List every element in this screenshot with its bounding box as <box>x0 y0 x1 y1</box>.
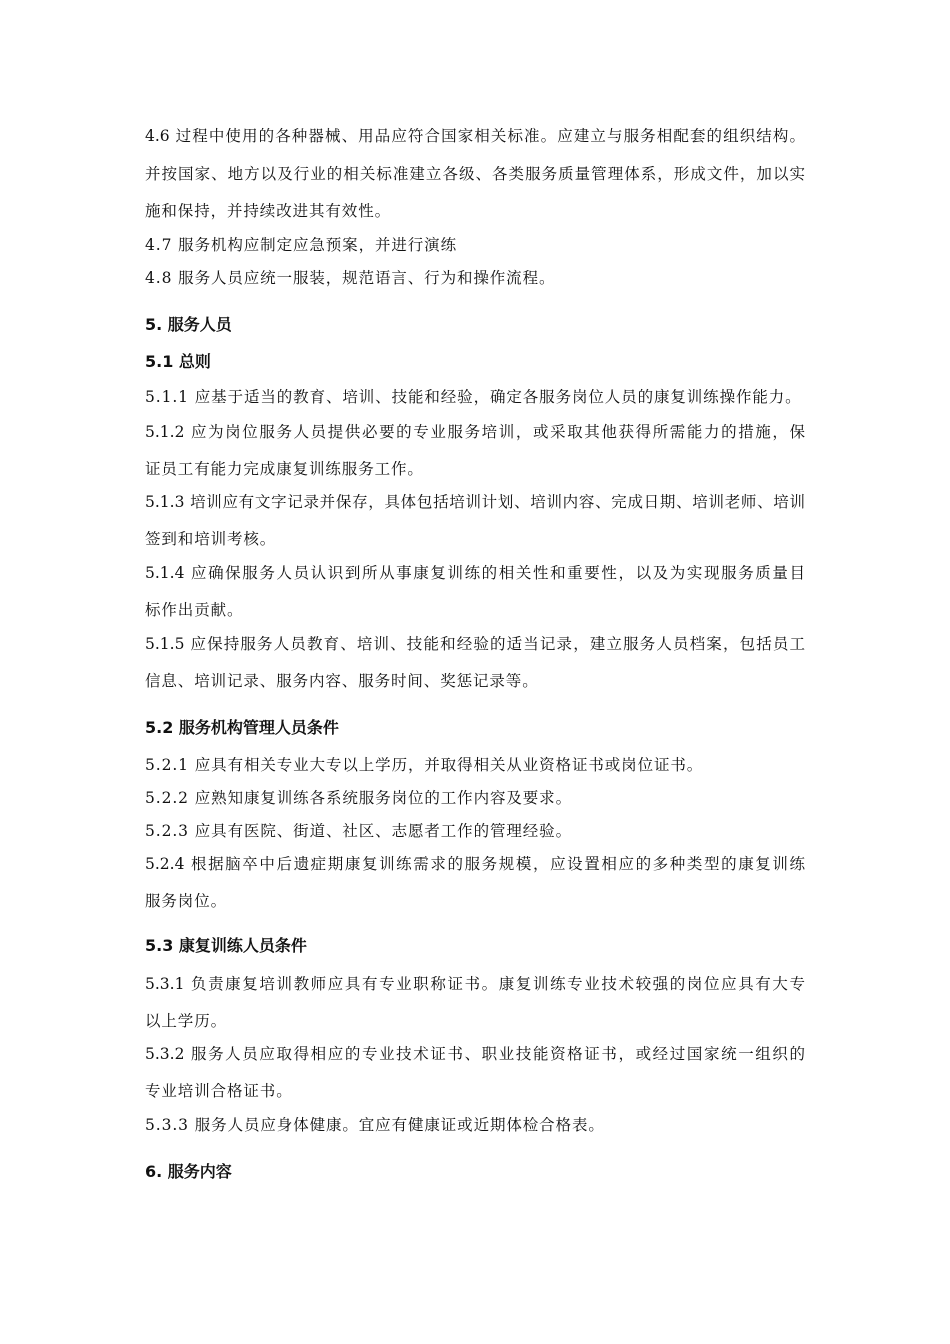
clause-5-1-3-line2: 签到和培训考核。 <box>145 530 277 548</box>
clause-4-8: 4.8 服务人员应统一服装，规范语言、行为和操作流程。 <box>145 269 556 287</box>
section-heading-6: 6. 服务内容 <box>145 1162 232 1181</box>
clause-5-1-5-line2: 信息、培训记录、服务内容、服务时间、奖惩记录等。 <box>145 672 539 690</box>
clause-5-2-3: 5.2.3 应具有医院、街道、社区、志愿者工作的管理经验。 <box>145 822 572 840</box>
clause-5-2-1: 5.2.1 应具有相关专业大专以上学历，并取得相关从业资格证书或岗位证书。 <box>145 756 704 774</box>
clause-5-3-1-line1: 5.3.1 负责康复培训教师应具有专业职称证书。康复训练专业技术较强的岗位应具有大专 <box>145 975 805 993</box>
clause-5-1-4-line2: 标作出贡献。 <box>145 601 244 619</box>
section-heading-5: 5. 服务人员 <box>145 315 232 334</box>
clause-5-1-2-line2: 证员工有能力完成康复训练服务工作。 <box>145 460 424 478</box>
clause-4-6-line1: 4.6 过程中使用的各种器械、用品应符合国家相关标准。应建立与服务相配套的组织结构。 <box>145 127 805 145</box>
clause-5-3-2-line2: 专业培训合格证书。 <box>145 1082 293 1100</box>
clause-5-2-4-line2: 服务岗位。 <box>145 892 228 910</box>
clause-4-6-line3: 施和保持，并持续改进其有效性。 <box>145 202 392 220</box>
clause-5-2-2: 5.2.2 应熟知康复训练各系统服务岗位的工作内容及要求。 <box>145 789 572 807</box>
clause-5-3-3: 5.3.3 服务人员应身体健康。宜应有健康证或近期体检合格表。 <box>145 1116 605 1134</box>
clause-5-1-2-line1: 5.1.2 应为岗位服务人员提供必要的专业服务培训，或采取其他获得所需能力的措施，保 <box>145 423 805 441</box>
clause-5-1-3-line1: 5.1.3 培训应有文字记录并保存，具体包括培训计划、培训内容、完成日期、培训老师、培训 <box>145 493 805 511</box>
clause-5-1-4-line1: 5.1.4 应确保服务人员认识到所从事康复训练的相关性和重要性，以及为实现服务质量目 <box>145 564 805 582</box>
section-heading-5-1: 5.1 总则 <box>145 352 211 371</box>
clause-4-6-line2: 并按国家、地方以及行业的相关标准建立各级、各类服务质量管理体系，形成文件，加以实 <box>145 165 805 183</box>
clause-5-1-1: 5.1.1 应基于适当的教育、培训、技能和经验，确定各服务岗位人员的康复训练操作能力。 <box>145 388 802 406</box>
clause-4-7: 4.7 服务机构应制定应急预案，并进行演练 <box>145 236 457 254</box>
clause-5-3-1-line2: 以上学历。 <box>145 1012 228 1030</box>
clause-5-1-5-line1: 5.1.5 应保持服务人员教育、培训、技能和经验的适当记录，建立服务人员档案，包括员工 <box>145 635 805 653</box>
clause-5-2-4-line1: 5.2.4 根据脑卒中后遗症期康复训练需求的服务规模，应设置相应的多种类型的康复训练 <box>145 855 805 873</box>
section-heading-5-3: 5.3 康复训练人员条件 <box>145 936 307 955</box>
section-heading-5-2: 5.2 服务机构管理人员条件 <box>145 718 339 737</box>
clause-5-3-2-line1: 5.3.2 服务人员应取得相应的专业技术证书、职业技能资格证书，或经过国家统一组织的 <box>145 1045 805 1063</box>
